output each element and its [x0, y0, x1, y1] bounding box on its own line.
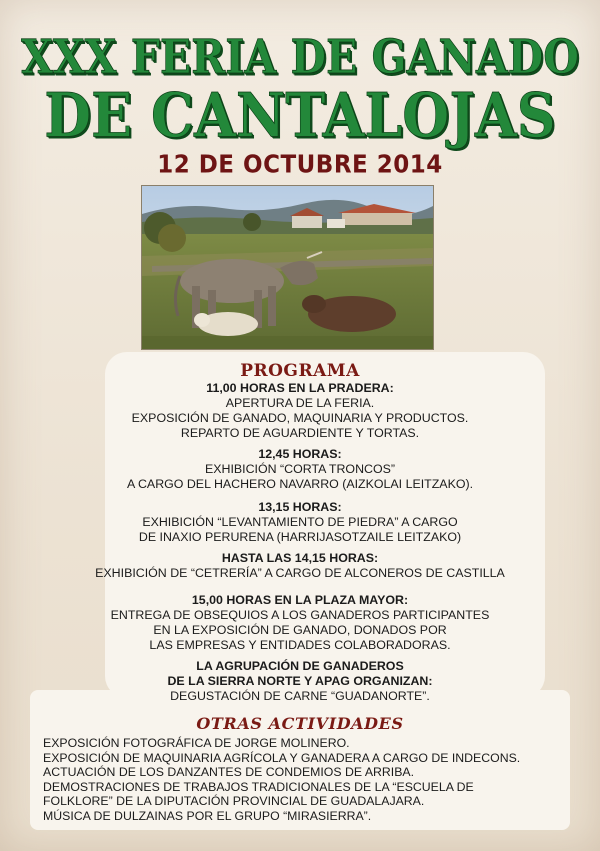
- event-date: 12 DE OCTUBRE 2014: [157, 150, 443, 180]
- activity-line: ACTUACIÓN DE LOS DANZANTES DE CONDEMIOS DE ARRIBA.: [43, 765, 415, 779]
- program-line: REPARTO DE AGUARDIENTE Y TORTAS.: [180, 426, 420, 440]
- cattle-photo: [141, 185, 434, 350]
- program-block-6: [0, 659, 600, 704]
- program-block-2: [0, 447, 600, 492]
- program-line: EXHIBICIÓN DE “CETRERÍA” A CARGO DE ALCONEROS DE CASTILLA: [95, 566, 505, 580]
- activity-line: DEMOSTRACIONES DE TRABAJOS TRADICIONALES DE LA “ESCUELA DE: [43, 779, 474, 794]
- program-line: DEGUSTACIÓN DE CARNE “GUADANORTE”.: [170, 689, 430, 703]
- program-block-1: [0, 381, 600, 441]
- program-line: EXPOSICIÓN DE GANADO, MAQUINARIA Y PRODUCTOS.: [131, 411, 469, 425]
- program-line: EXHIBICIÓN “LEVANTAMIENTO DE PIEDRA” A CARGO: [142, 515, 458, 529]
- program-line: DE INAXIO PERURENA (HARRIJASOTZAILE LEITZAKO): [138, 530, 462, 544]
- program-block-3: [0, 500, 600, 545]
- activity-line: FOLKLORE” DE LA DIPUTACIÓN PROVINCIAL DE GUADALAJARA.: [43, 794, 425, 808]
- cattle-photo-illustration: [142, 186, 433, 349]
- activity-line: EXPOSICIÓN FOTOGRÁFICA DE JORGE MOLINERO.: [43, 736, 350, 750]
- program-block-heading: 12,45 HORAS:: [258, 447, 342, 461]
- program-line: LAS EMPRESAS Y ENTIDADES COLABORADORAS.: [149, 638, 451, 652]
- program-line: ENTREGA DE OBSEQUIOS A LOS GANADEROS PARTICIPANTES: [110, 608, 490, 622]
- program-block-5: [0, 593, 600, 653]
- activity-line: EXPOSICIÓN DE MAQUINARIA AGRÍCOLA Y GANADERA A CARGO DE INDECONS.: [43, 750, 521, 765]
- program-block-4: [0, 551, 600, 581]
- activity-line: MÚSICA DE DULZAINAS POR EL GRUPO “MIRASIERRA”.: [43, 808, 372, 823]
- program-line: EXHIBICIÓN “CORTA TRONCOS”: [204, 462, 395, 476]
- poster-title-line1: XXX FERIA DE GANADO: [21, 29, 579, 85]
- program-block-heading-2: DE LA SIERRA NORTE Y APAG ORGANIZAN:: [167, 674, 433, 688]
- program-line: A CARGO DEL HACHERO NAVARRO (AIZKOLAI LEITZAKO).: [126, 477, 474, 491]
- program-block-heading: 15,00 HORAS EN LA PLAZA MAYOR:: [191, 593, 409, 607]
- otras-actividades-list: [43, 736, 583, 823]
- poster-title-line2: DE CANTALOJAS: [44, 79, 556, 151]
- programa-heading: PROGRAMA: [240, 361, 360, 381]
- program-block-heading: 11,00 HORAS EN LA PRADERA:: [206, 381, 394, 395]
- program-line: APERTURA DE LA FERIA.: [225, 396, 375, 410]
- program-block-heading: HASTA LAS 14,15 HORAS:: [221, 551, 379, 565]
- program-block-heading: 13,15 HORAS:: [258, 500, 342, 514]
- otras-actividades-heading: OTRAS ACTIVIDADES: [196, 714, 404, 733]
- program-line: EN LA EXPOSICIÓN DE GANADO, DONADOS POR: [153, 623, 447, 637]
- program-block-heading: LA AGRUPACIÓN DE GANADEROS: [196, 659, 404, 673]
